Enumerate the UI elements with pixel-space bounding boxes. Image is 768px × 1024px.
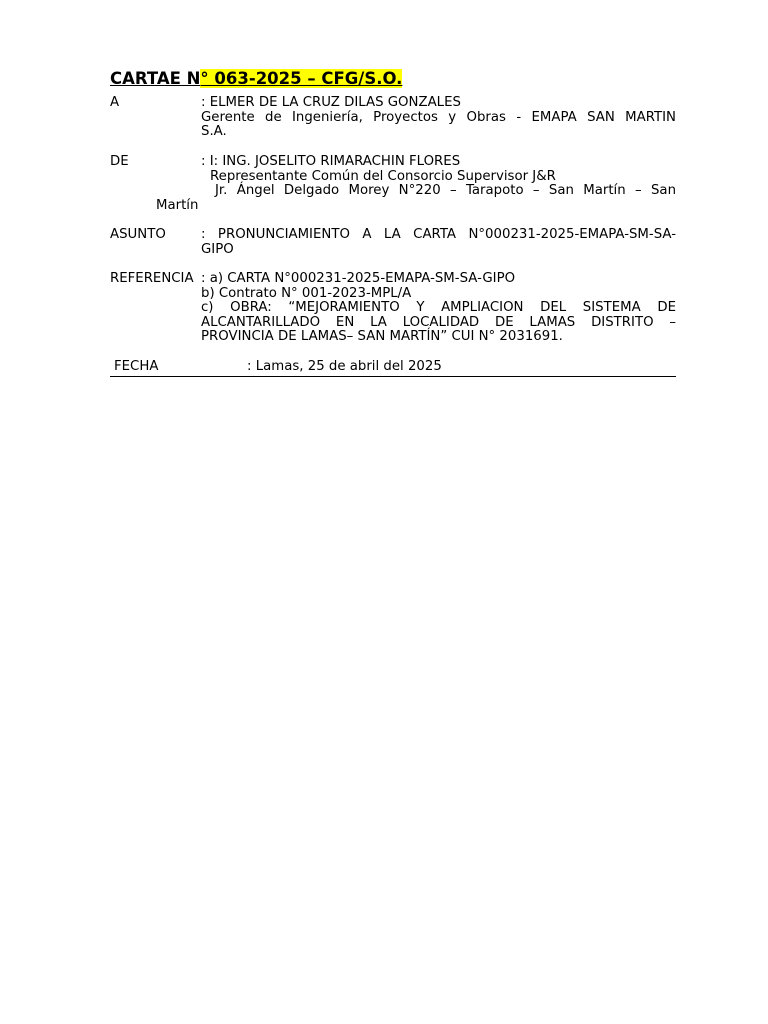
field-de <box>110 155 676 213</box>
field-referencia-c1: c) OBRA: “MEJORAMIENTO Y AMPLIACION DEL SISTEMA DE <box>201 300 676 316</box>
field-referencia-b: b) Contrato N° 001-2023-MPL/A <box>201 285 412 301</box>
field-asunto-line1: : PRONUNCIAMIENTO A LA CARTA N°000231-2025-EMAPA-SM-SA- <box>201 227 676 242</box>
field-asunto <box>110 228 676 257</box>
field-a-body <box>201 96 676 140</box>
field-a <box>110 96 676 140</box>
letter-title-number: ° 063-2025 – CFG/S.O. <box>200 69 403 88</box>
field-de-address-cont: Martín <box>156 197 199 213</box>
letter-title-prefix: CARTAE N <box>110 69 201 88</box>
field-de-name: : I: ING. JOSELITO RIMARACHIN FLORES <box>201 154 461 169</box>
field-referencia-body <box>201 272 676 345</box>
field-asunto-label: ASUNTO <box>110 227 166 242</box>
field-referencia-c2: ALCANTARILLADO EN LA LOCALIDAD DE LAMAS DISTRITO – <box>201 314 676 330</box>
field-asunto-line2: GIPO <box>201 241 234 257</box>
field-a-position: Gerente de Ingeniería, Proyectos y Obras - EMAPA SAN MARTIN <box>201 109 676 125</box>
field-de-address: Jr. Ángel Delgado Morey N°220 – Tarapoto – San Martín – San <box>215 183 676 199</box>
field-de-body <box>156 154 676 213</box>
field-referencia-c3: PROVINCIA DE LAMAS– SAN MARTÍN” CUI N° 2031691. <box>201 329 563 345</box>
field-referencia <box>110 272 676 345</box>
field-de-label: DE <box>110 154 129 169</box>
field-referencia-label: REFERENCIA <box>110 271 194 286</box>
letter-title <box>110 68 410 90</box>
title-underline-tail <box>402 68 410 90</box>
field-fecha-label: FECHA <box>114 359 159 374</box>
field-asunto-body <box>201 228 676 257</box>
field-fecha-value: : Lamas, 25 de abril del 2025 <box>247 359 442 374</box>
field-referencia-a: : a) CARTA N°000231-2025-EMAPA-SM-SA-GIPO <box>201 271 516 286</box>
field-de-role: Representante Común del Consorcio Supervisor J&R <box>210 168 556 184</box>
field-fecha <box>110 359 676 377</box>
field-a-label: A <box>110 95 120 110</box>
field-a-name: : ELMER DE LA CRUZ DILAS GONZALES <box>201 95 461 110</box>
field-a-company: S.A. <box>201 124 227 140</box>
